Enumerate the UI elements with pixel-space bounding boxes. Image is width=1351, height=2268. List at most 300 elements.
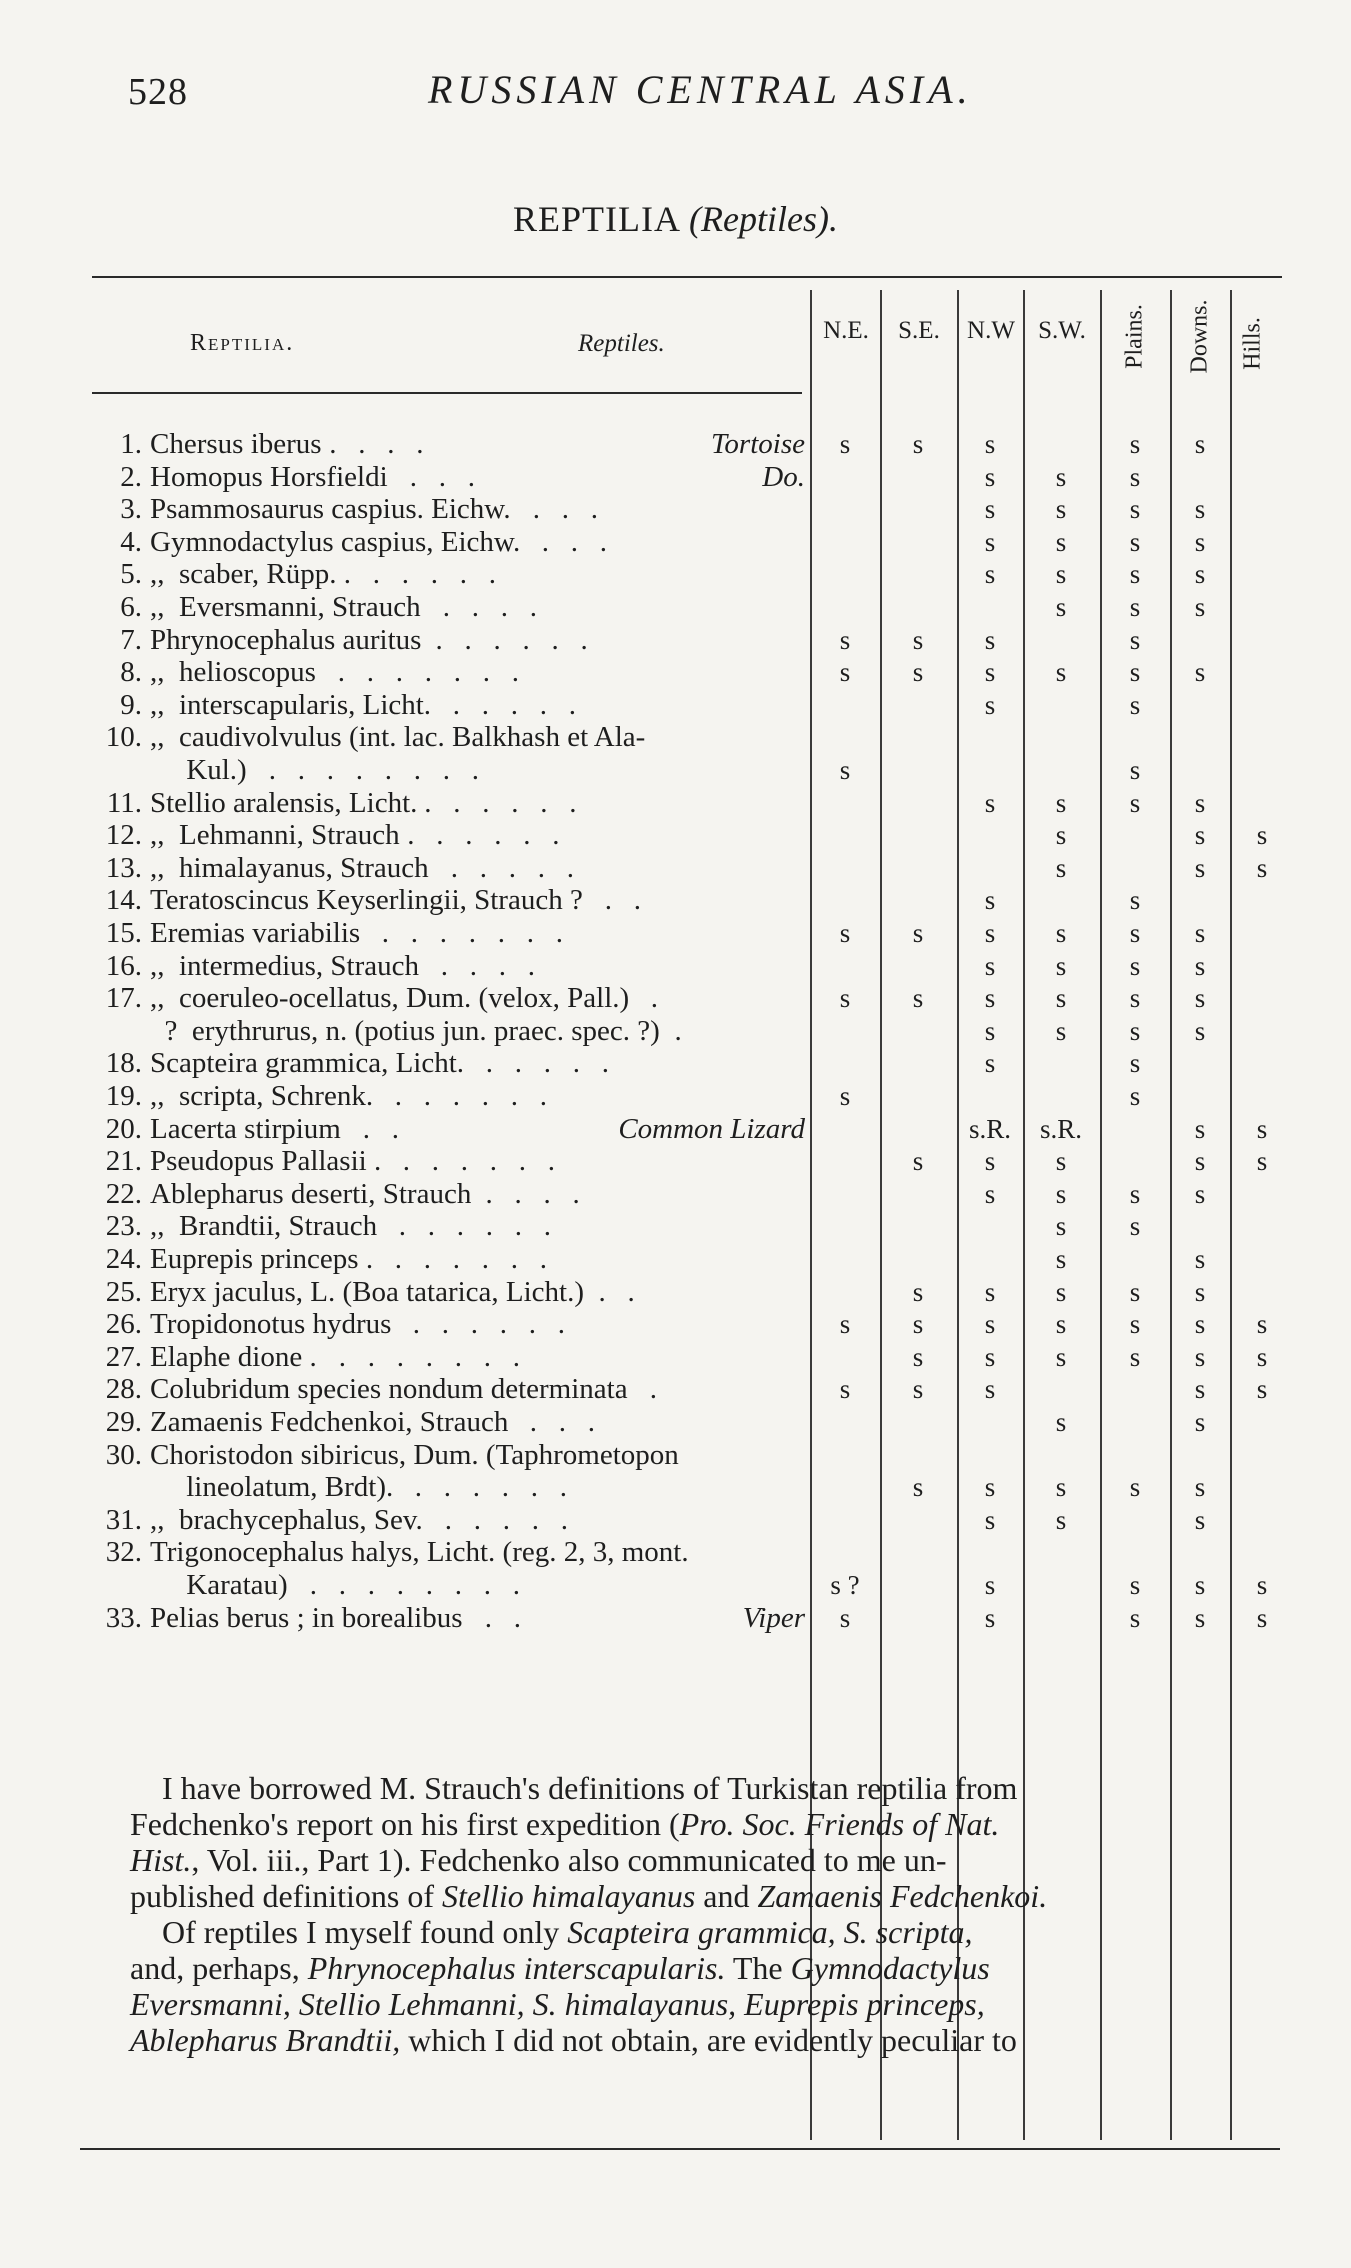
distribution-mark: s [1129,461,1141,492]
table-row [0,950,1351,983]
leader-dots: . . . . . . [393,1471,567,1504]
running-head [128,62,1278,122]
distribution-mark: s [1129,1048,1141,1079]
table-row [0,493,1351,526]
distribution-mark: s [1194,1015,1206,1046]
distribution-mark: s [1129,885,1141,916]
distribution-mark: s [1129,1602,1141,1633]
page-number: 528 [128,71,188,113]
species-name: Karatau) [150,1569,288,1601]
species-name: ,, helioscopus [150,656,316,689]
distribution-mark: s [912,1276,924,1307]
distribution-mark: s [1055,1244,1067,1274]
row-number: 10. [105,721,142,754]
row-number: 20. [105,1112,142,1145]
distribution-mark: s [1194,852,1206,883]
species-name: Colubridum species nondum determinata [150,1373,628,1406]
distribution-mark: s [1194,1341,1206,1372]
species-name: Gymnodactylus caspius, Eichw. [150,525,521,558]
species-name: Zamaenis Fedchenkoi, Strauch [150,1406,509,1438]
distribution-mark: s [839,657,851,688]
distribution-mark: s [1194,820,1206,851]
species-name: Elaphe dione . [150,1340,317,1373]
species-name: Euprepis princeps . [150,1243,374,1275]
distribution-mark: s [839,1374,851,1405]
distribution-mark: s [984,1048,996,1079]
table-row [0,1504,1351,1537]
distribution-mark: s [1194,1276,1206,1307]
species-name: ? erythrurus, n. (potius jun. praec. spec. ?) [150,1014,660,1047]
row-number: 2. [120,460,142,493]
table-row [0,721,1351,754]
leader-dots: . . . . . [423,1503,568,1536]
distribution-mark: s [1194,592,1206,622]
para-italic: Gymnodactylus [790,1950,990,1986]
species-name: Eremias variabilis [150,917,361,949]
species-name: ,, caudivolvulus (int. lac. Balkhash et Ala- [150,721,646,754]
leader-dots: . . . . . . . . [288,1569,520,1601]
leader-dots: . [628,1373,657,1406]
column-head-reptilia: Reptilia. [190,330,295,356]
distribution-mark: s [1129,983,1141,1014]
leader-dots: . . . . . . [400,819,560,852]
species-name: Teratoscincus Keyserlingii, Strauch ? [150,884,583,917]
distribution-mark: s [1256,1146,1268,1177]
row-number: 22. [105,1177,142,1210]
distribution-mark: s [1256,820,1268,851]
para-text: and, perhaps, [130,1950,308,1986]
distribution-mark: s [1256,1374,1268,1405]
species-name: lineolatum, Brdt). [150,1471,394,1504]
col-head-plains: Plains. [1121,304,1148,369]
distribution-mark: s [1055,852,1067,883]
leader-dots: . . . . . . . [317,1340,520,1373]
distribution-mark: s [984,657,996,688]
distribution-mark: s [912,983,924,1014]
distribution-mark: s [1256,1602,1268,1633]
distribution-mark: s [1055,820,1067,851]
distribution-mark: s [984,1309,996,1340]
leader-dots: . . . . . [431,688,576,721]
para-italic: Phrynocephalus interscapularis. [307,1950,726,1986]
table-row [0,917,1351,950]
distribution-mark: s [1256,852,1268,883]
distribution-mark: s [1194,1244,1206,1274]
leader-dots: . . . . . . . [360,917,563,949]
distribution-mark: s [1256,1570,1268,1600]
table-top-rule [92,276,1282,278]
species-name: ,, scaber, Rüpp. . [150,558,351,591]
species-name: Phrynocephalus auritus [150,623,422,656]
col-head-downs: Downs. [1186,299,1213,374]
distribution-mark: s [984,1570,996,1600]
table-row [0,591,1351,624]
row-number: 8. [120,656,142,689]
distribution-mark: s [1055,1407,1067,1437]
distribution-mark: s [984,494,996,525]
leader-dots: . . . . . [464,1047,609,1080]
distribution-mark: s [1055,1472,1067,1503]
distribution-mark: s [1055,657,1067,688]
row-number: 26. [105,1308,142,1341]
distribution-mark: s [984,461,996,492]
table-row [0,1113,1351,1146]
table-row [0,1276,1351,1309]
distribution-mark: s [839,624,851,655]
distribution-mark: s [1055,559,1067,590]
leader-dots: . . . . . . [381,1145,555,1178]
common-name: Tortoise [710,428,805,460]
distribution-mark: s [984,1276,996,1307]
running-title: RUSSIAN CENTRAL ASIA. [428,67,973,112]
table-row [0,819,1351,852]
species-name: Eryx jaculus, L. (Boa tatarica, Licht.) [150,1275,585,1308]
distribution-mark: s [1129,592,1141,622]
distribution-mark: s ? [830,1570,860,1600]
leader-dots: . . . [388,460,483,493]
table-row [0,1243,1351,1276]
distribution-mark: s [1194,1146,1206,1177]
row-number: 29. [105,1406,142,1438]
body-paragraph [130,1770,1270,2058]
species-name: Ablepharus deserti, Strauch [150,1177,472,1210]
table-title-text: REPTILIA [513,199,680,239]
leader-dots: . . . . . . [377,1210,551,1243]
distribution-mark: s [984,1602,996,1633]
species-name: Pseudopus Pallasii . [150,1145,382,1178]
para-line [130,1770,1270,1806]
distribution-mark: s [984,1146,996,1177]
leader-dots: . . . . . . [417,786,577,819]
distribution-mark: s [1055,918,1067,948]
distribution-mark: s [839,918,851,948]
row-number: 16. [105,949,142,982]
distribution-mark: s [912,624,924,655]
para-italic: Scapteira grammica, S. scripta, [567,1914,973,1950]
distribution-mark: s [1194,559,1206,590]
para-text: The [725,1950,791,1986]
col-head-ne: N.E. [823,317,869,344]
para-line [130,2022,1270,2058]
para-text: which I did not obtain, are evidently peculiar to [400,2022,1017,2058]
distribution-mark: s [1055,592,1067,622]
distribution-mark: s [984,429,996,459]
distribution-mark: s [1194,526,1206,557]
col-head-se: S.E. [898,317,940,344]
distribution-mark: s [1129,1015,1141,1046]
table-row [0,1602,1351,1635]
para-text: , Vol. iii., Part 1). Fedchenko also communicated to me un- [191,1842,947,1878]
row-number: 5. [120,558,142,591]
para-line [130,1878,1270,1914]
table-row [0,754,1351,787]
distribution-mark: s [1129,1276,1141,1307]
distribution-mark: s [912,657,924,688]
distribution-mark: s [1256,1113,1268,1144]
distribution-mark: s [912,1146,924,1177]
leader-dots: . . . . [322,428,431,460]
distribution-mark: s [1194,1602,1206,1633]
column-head-reptiles: Reptiles. [578,330,665,357]
distribution-mark: s [1194,1178,1206,1209]
distribution-mark: s [1055,787,1067,818]
distribution-mark: s [1129,1341,1141,1372]
species-name: Choristodon sibiricus, Dum. (Taphrometopon [150,1438,679,1471]
table-row [0,787,1351,820]
distribution-mark: s [1055,1309,1067,1340]
distribution-mark: s [912,1309,924,1340]
distribution-mark: s [1129,950,1141,981]
distribution-mark: s [984,787,996,818]
distribution-mark: s [984,918,996,948]
leader-dots: . . . . . [351,558,496,591]
table-row [0,1015,1351,1048]
distribution-mark: s [984,1015,996,1046]
species-name: Tropidonotus hydrus [150,1308,392,1341]
distribution-mark: s [1055,1504,1067,1535]
para-text: and [695,1878,758,1914]
species-name: Pelias berus ; in borealibus [150,1601,463,1634]
row-number: 30. [105,1438,142,1471]
table-row [0,982,1351,1015]
para-italic: Zamaenis Fedchenkoi. [757,1878,1048,1914]
row-number: 11. [106,786,142,819]
species-name: ,, himalayanus, Strauch [150,851,429,884]
leader-dots: . . [583,884,641,917]
distribution-mark: s [1194,950,1206,981]
distribution-mark: s [912,429,924,459]
para-italic: Eversmanni, Stellio Lehmanni, S. himalayanus, Euprepis princeps, [130,1986,985,2022]
distribution-mark: s [1129,1178,1141,1209]
table-bottom-rule [80,2148,1280,2150]
distribution-mark: s [1055,461,1067,492]
table-row [0,1080,1351,1113]
table-row [0,1569,1351,1602]
distribution-mark: s [839,1602,851,1633]
row-number: 6. [120,591,142,623]
para-line [130,1842,1270,1878]
row-number: 4. [120,525,142,558]
table-row [0,1406,1351,1439]
leader-dots: . . [584,1275,635,1308]
table-title [0,198,1351,240]
table-row [0,689,1351,722]
distribution-mark: s [984,1472,996,1503]
leader-dots: . . . . . . . . [247,754,479,786]
distribution-mark: s [1129,559,1141,590]
table-row [0,1210,1351,1243]
distribution-mark: s [1194,1113,1206,1144]
common-name: Viper [742,1601,805,1634]
distribution-mark: s [1194,429,1206,459]
distribution-mark: s [1194,494,1206,525]
row-number: 15. [105,917,142,949]
distribution-mark: s [1129,1309,1141,1340]
table-title-italic: (Reptiles). [689,199,838,239]
distribution-mark: s [1129,1472,1141,1503]
distribution-mark: s [984,526,996,557]
row-number: 19. [105,1080,142,1112]
distribution-mark: s [1055,950,1067,981]
leader-dots: . . . [520,525,607,558]
distribution-mark: s [1055,1178,1067,1209]
table-row [0,1536,1351,1569]
para-text: Of reptiles I myself found only [162,1914,568,1950]
table-row [0,1047,1351,1080]
table-row [0,461,1351,494]
row-number: 7. [120,623,142,656]
leader-dots: . . . . [471,1177,580,1210]
distribution-mark: s [912,1374,924,1405]
leader-dots: . . [463,1601,521,1634]
leader-dots: . [660,1014,682,1047]
distribution-mark: s [1129,1211,1141,1242]
species-name: ,, brachycephalus, Sev. [150,1503,423,1536]
table-row [0,852,1351,885]
distribution-mark: s [984,950,996,981]
distribution-mark: s [984,689,996,720]
table-row [0,884,1351,917]
leader-dots: . . . . . . [373,1080,547,1112]
table-row [0,526,1351,559]
distribution-mark: s [839,429,851,459]
distribution-mark: s [839,755,851,785]
row-number: 21. [105,1145,142,1178]
table-row [0,1439,1351,1472]
species-name: Psammosaurus caspius. Eichw. [150,493,511,526]
distribution-mark: s [1194,918,1206,948]
row-number: 33. [105,1601,142,1634]
leader-dots: . . . . . . . [316,656,519,689]
row-number: 28. [105,1373,142,1406]
table-row [0,1145,1351,1178]
distribution-mark: s [984,1178,996,1209]
distribution-mark: s [1194,1504,1206,1535]
distribution-mark: s [1055,1015,1067,1046]
distribution-mark: s [984,1504,996,1535]
leader-dots: . . . . [419,949,535,982]
distribution-mark: s [1055,1146,1067,1177]
distribution-mark: s [1129,755,1141,785]
common-name: Do. [762,460,805,493]
row-number: 24. [105,1243,142,1275]
species-name: Stellio aralensis, Licht. [150,786,418,819]
row-number: 14. [105,884,142,917]
distribution-mark: s [1129,494,1141,525]
distribution-mark: s [984,559,996,590]
species-name: Kul.) [150,754,247,786]
distribution-mark: s [1194,1570,1206,1600]
distribution-mark: s [1129,1081,1141,1111]
para-italic: Hist. [130,1842,192,1878]
distribution-mark: s [984,624,996,655]
col-head-nw: N.W [967,317,1015,344]
common-name: Common Lizard [618,1112,805,1145]
row-number: 12. [105,819,142,852]
species-name: ,, intermedius, Strauch [150,949,420,982]
distribution-mark: s [984,1374,996,1405]
leader-dots: . . . . [421,591,537,623]
distribution-mark: s [1055,1211,1067,1242]
distribution-mark: s [839,983,851,1014]
row-number: 25. [105,1275,142,1308]
table-row [0,1178,1351,1211]
distribution-mark: s [912,918,924,948]
distribution-mark: s [984,1341,996,1372]
distribution-mark: s [1129,1570,1141,1600]
para-italic: Ablepharus Brandtii, [130,2022,401,2058]
para-italic: Stellio himalayanus [441,1878,696,1914]
leader-dots: . . . [508,1406,595,1438]
distribution-mark: s [984,885,996,916]
table-row [0,1373,1351,1406]
distribution-mark: s [1055,526,1067,557]
distribution-mark: s.R. [1039,1113,1083,1144]
species-name: Trigonocephalus halys, Licht. (reg. 2, 3, mont. [150,1536,689,1569]
header-bottom-rule [92,392,802,394]
leader-dots: . . . . . [429,851,574,884]
distribution-mark: s [1055,494,1067,525]
distribution-mark: s [839,1081,851,1111]
table-row [0,624,1351,657]
distribution-mark: s [912,1341,924,1372]
leader-dots: . . . . . . [421,623,588,656]
distribution-mark: s [1129,526,1141,557]
species-name: Homopus Horsfieldi [150,460,388,493]
row-number: 3. [120,493,142,526]
para-line [130,1914,1270,1950]
table-row [0,1471,1351,1504]
distribution-mark: s [1194,657,1206,688]
row-number: 18. [105,1047,142,1080]
distribution-mark: s [1194,1407,1206,1437]
distribution-mark: s [1194,1472,1206,1503]
para-text: published definitions of [130,1878,442,1914]
species-name: ,, coeruleo-ocellatus, Dum. (velox, Pall.) [150,982,630,1015]
species-name: ,, Brandtii, Strauch [150,1210,378,1243]
table-row [0,1341,1351,1374]
distribution-mark: s [1194,1309,1206,1340]
distribution-mark: s [1256,1341,1268,1372]
distribution-mark: s [984,983,996,1014]
distribution-mark: s [1194,983,1206,1014]
leader-dots: . . . . . . [391,1308,565,1341]
leader-dots: . . [341,1112,399,1145]
species-name: ,, interscapularis, Licht. [150,688,432,721]
species-name: Chersus iberus [150,428,322,460]
species-name: Lacerta stirpium [150,1112,341,1145]
distribution-mark: s [1129,918,1141,948]
distribution-mark: s [1129,787,1141,818]
row-number: 9. [120,688,142,721]
para-line [130,1986,1270,2022]
row-number: 23. [105,1210,142,1243]
para-line [130,1950,1270,1986]
species-name: ,, scripta, Schrenk. [150,1080,374,1112]
species-name: ,, Lehmanni, Strauch [150,819,400,852]
distribution-mark: s [1194,1374,1206,1405]
table-row [0,1308,1351,1341]
row-number: 17. [105,982,142,1015]
distribution-mark: s [1256,1309,1268,1340]
distribution-mark: s [1194,787,1206,818]
table-row [0,656,1351,689]
distribution-mark: s [1129,689,1141,720]
col-head-sw: S.W. [1038,317,1086,344]
para-line [130,1806,1270,1842]
table-row [0,558,1351,591]
row-number: 27. [105,1340,142,1373]
